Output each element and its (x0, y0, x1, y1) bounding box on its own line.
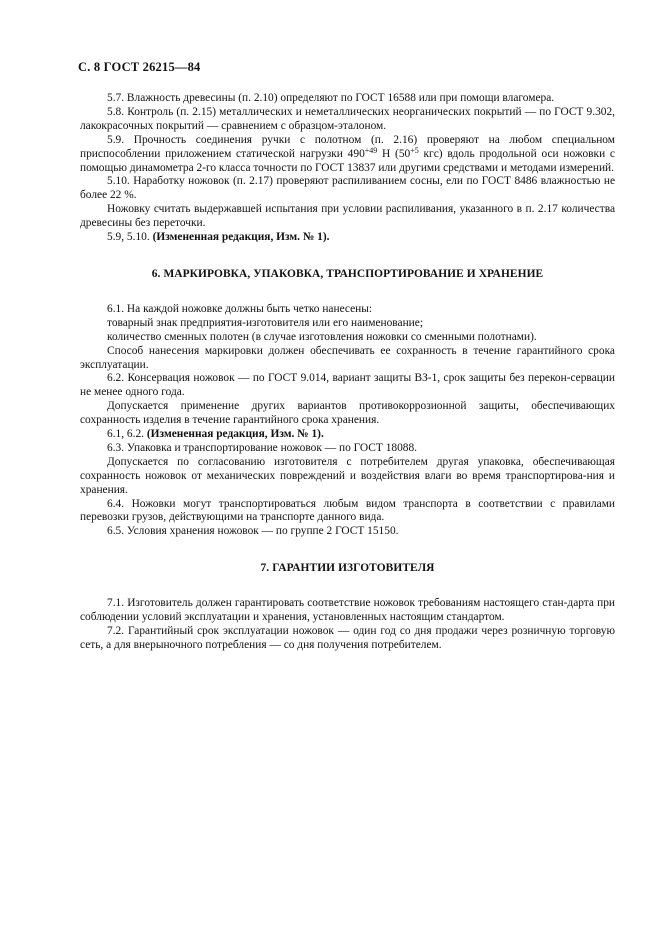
paragraph-7-1: 7.1. Изготовитель должен гарантировать соответствие ножовок требованиям настоящего стан-дарта при соблюдении условий эксплуатации и хранения, установленных настоящим стандартом. (80, 597, 615, 624)
paragraph-6-3: 6.3. Упаковка и транспортирование ножовок — по ГОСТ 18088. (107, 441, 418, 454)
list-item-blade-count: количество сменных полотен (в случае изготовления ножовки со сменными полотнами). (107, 330, 537, 343)
tolerance-kgf: +5 (410, 145, 419, 155)
page-header: С. 8 ГОСТ 26215—84 (78, 60, 201, 74)
paragraph-6-1-c: Способ нанесения маркировки должен обеспечивать ее сохранность в течение гарантийного срока эксплуатации. (80, 344, 615, 371)
list-item-trademark: товарный знак предприятия-изготовителя или его наименование; (107, 316, 423, 329)
document-body (80, 92, 615, 653)
paragraph-6-2: 6.2. Консервация ножовок — по ГОСТ 9.014, вариант защиты ВЗ-1, срок защиты без перекон-сервации не менее одного года. (80, 372, 615, 399)
paragraph-5-8: 5.8. Контроль (п. 2.15) металлических и неметаллических неорганических покрытий — по ГОСТ 9.302, лакокрасочных покрытий — сравнением с образцом-эталоном. (80, 105, 615, 132)
amendment-text: (Измененная редакция, Изм. № 1). (152, 231, 330, 244)
paragraph-6-4: 6.4. Ножовки могут транспортироваться любым видом транспорта в соответствии с правилами перевозки грузов, действующими на транспорте данного вида. (80, 497, 615, 524)
text-5-9-a: 5.9. Прочность соединения ручки с полотном (п. 2.16) проверяют на любом специальном приспособлении приложением статической нагрузки 490 (80, 133, 615, 160)
paragraph-7-2: 7.2. Гарантийный срок эксплуатации ножовок — один год со дня продажи через розничную торговую сеть, а для внерыночного потребления — со дня получения потребителем. (80, 625, 615, 651)
paragraph-6-1: 6.1. На каждой ножовке должны быть четко нанесены: (107, 302, 373, 315)
tolerance-newton: +49 (364, 145, 378, 155)
text-5-9-c: кгс) вдоль продольной оси ножовки с помощью динамометра 2-го класса точности по ГОСТ 13837 или другими средствами и методами измерений. (80, 147, 615, 174)
paragraph-5-9 (80, 134, 615, 176)
section-7-title: 7. ГАРАНТИИ ИЗГОТОВИТЕЛЯ (260, 562, 435, 575)
amendment-text: (Измененная редакция, Изм. № 1). (146, 428, 324, 441)
paragraph-5-10: 5.10. Наработку ножовок (п. 2.17) проверяют распиливанием сосны, ели по ГОСТ 8486 влажностью не более 22 %. (80, 175, 615, 202)
section-6-title: 6. МАРКИРОВКА, УПАКОВКА, ТРАНСПОРТИРОВАНИЕ И ХРАНЕНИЕ (151, 267, 544, 280)
amendment-refs: 6.1, 6.2. (107, 428, 147, 441)
amendment-note-5 (80, 231, 615, 245)
paragraph-6-2-a: Допускается применение других вариантов противокоррозионной защиты, обеспечивающих сохранность изделия в течение гарантийного срока хранения. (80, 400, 615, 427)
amendment-note-6 (80, 428, 615, 442)
paragraph-6-5: 6.5. Условия хранения ножовок — по группе 2 ГОСТ 15150. (107, 525, 399, 538)
text-5-9-b: Н (50 (377, 147, 411, 160)
amendment-refs: 5.9, 5.10. (107, 231, 153, 244)
paragraph-6-3-a: Допускается по согласованию изготовителя с потребителем другая упаковка, обеспечивающая сохранность ножовок от механических повреждений и воздействия влаги во время транспортирова-ния и хранения. (80, 455, 615, 496)
paragraph-5-7: 5.7. Влажность древесины (п. 2.10) определяют по ГОСТ 16588 или при помощи влагомера. (107, 92, 555, 104)
paragraph-5-10-b: Ножовку считать выдержавшей испытания при условии распиливания, указанного в п. 2.17 количества древесины без переточки. (80, 203, 615, 230)
